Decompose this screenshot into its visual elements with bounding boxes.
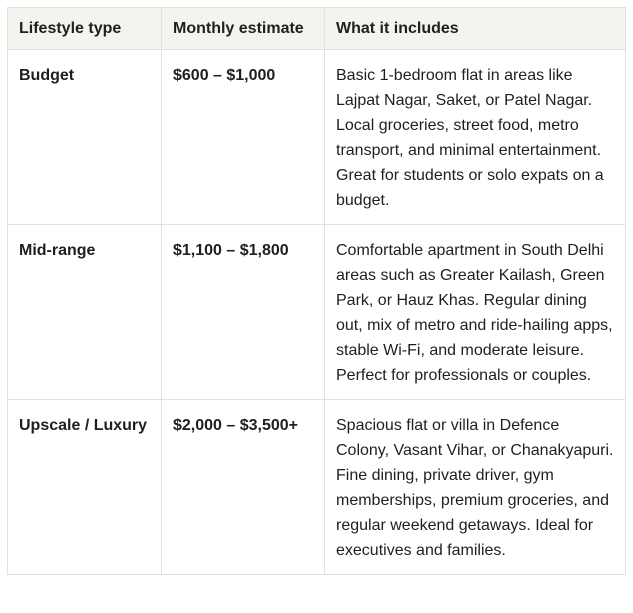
includes-cell: Spacious flat or villa in Defence Colony, Vasant Vihar, or Chanakyapuri. Fine dining, private driver, gym memberships, premium groceries, and regular weekend getaways. Ideal for executives and families. <box>325 400 626 575</box>
table-body <box>8 50 626 575</box>
monthly-estimate-cell: $600 – $1,000 <box>162 50 325 225</box>
table-row <box>8 400 626 575</box>
monthly-estimate-cell: $1,100 – $1,800 <box>162 225 325 400</box>
includes-cell: Comfortable apartment in South Delhi areas such as Greater Kailash, Green Park, or Hauz Khas. Regular dining out, mix of metro and ride-hailing apps, stable Wi-Fi, and moderate leisure. Perfect for professionals or couples. <box>325 225 626 400</box>
header-lifestyle-type: Lifestyle type <box>8 8 162 50</box>
table-row <box>8 225 626 400</box>
header-monthly-estimate: Monthly estimate <box>162 8 325 50</box>
cost-of-living-table <box>7 7 626 575</box>
lifestyle-type-cell: Upscale / Luxury <box>8 400 162 575</box>
monthly-estimate-cell: $2,000 – $3,500+ <box>162 400 325 575</box>
includes-cell: Basic 1-bedroom flat in areas like Lajpat Nagar, Saket, or Patel Nagar. Local groceries, street food, metro transport, and minimal entertainment. Great for students or solo expats on a budget. <box>325 50 626 225</box>
table-row <box>8 50 626 225</box>
lifestyle-type-cell: Budget <box>8 50 162 225</box>
header-row <box>8 8 626 50</box>
table-header <box>8 8 626 50</box>
header-what-it-includes: What it includes <box>325 8 626 50</box>
cost-of-living-table-wrapper <box>7 7 625 575</box>
lifestyle-type-cell: Mid-range <box>8 225 162 400</box>
